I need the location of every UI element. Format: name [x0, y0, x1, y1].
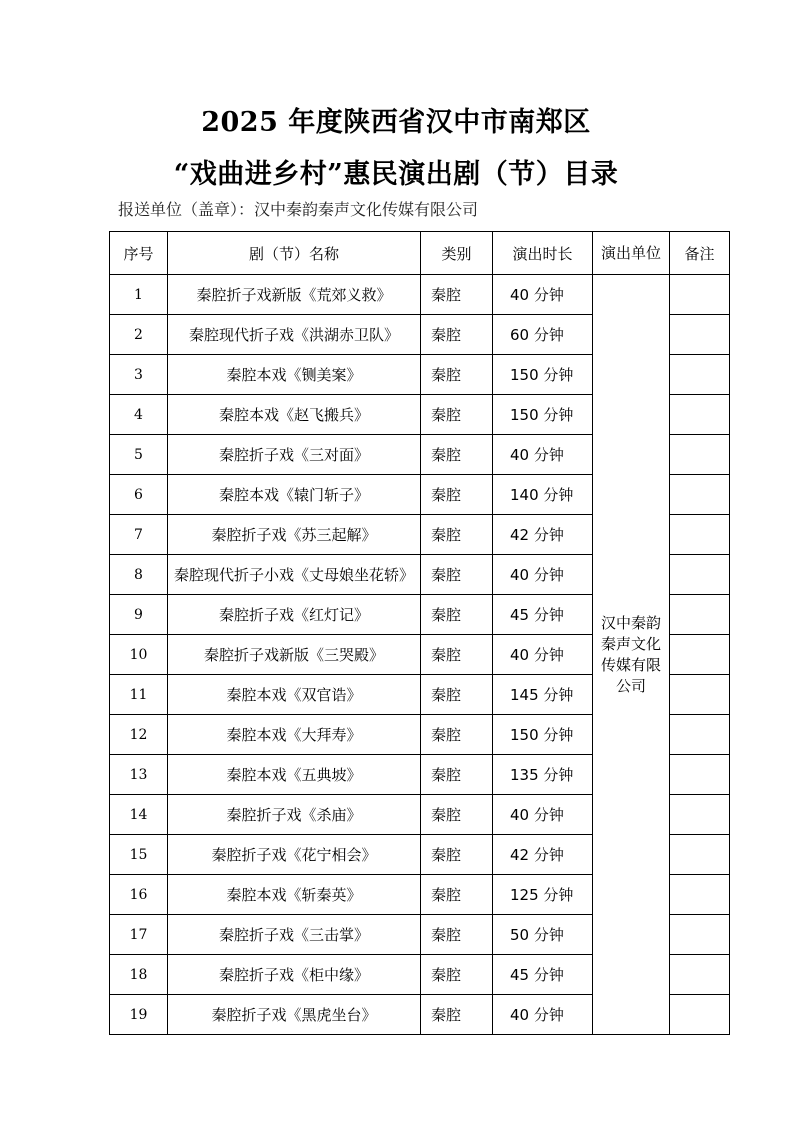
- header-category: 类别: [421, 232, 493, 275]
- row-category: 秦腔: [421, 995, 493, 1035]
- row-index: 16: [110, 875, 168, 915]
- row-program-name: 秦腔折子戏《三击掌》: [168, 915, 421, 955]
- row-program-name: 秦腔折子戏《三对面》: [168, 435, 421, 475]
- row-index: 19: [110, 995, 168, 1035]
- row-note: [670, 315, 730, 355]
- row-category: 秦腔: [421, 515, 493, 555]
- row-note: [670, 515, 730, 555]
- row-category: 秦腔: [421, 275, 493, 315]
- row-index: 7: [110, 515, 168, 555]
- header-unit: 演出单位: [593, 232, 670, 275]
- row-duration: 50 分钟: [493, 915, 593, 955]
- row-category: 秦腔: [421, 875, 493, 915]
- row-index: 11: [110, 675, 168, 715]
- row-note: [670, 955, 730, 995]
- row-program-name: 秦腔折子戏《红灯记》: [168, 595, 421, 635]
- row-duration: 145 分钟: [493, 675, 593, 715]
- header-name: 剧（节）名称: [168, 232, 421, 275]
- row-category: 秦腔: [421, 435, 493, 475]
- reporting-unit-label: 报送单位（盖章）：汉中秦韵秦声文化传媒有限公司: [118, 200, 479, 219]
- row-category: 秦腔: [421, 675, 493, 715]
- row-duration: 40 分钟: [493, 795, 593, 835]
- table-row: [110, 275, 730, 315]
- row-duration: 42 分钟: [493, 835, 593, 875]
- row-duration: 150 分钟: [493, 355, 593, 395]
- row-program-name: 秦腔本戏《大拜寿》: [168, 715, 421, 755]
- row-program-name: 秦腔折子戏《黑虎坐台》: [168, 995, 421, 1035]
- row-note: [670, 835, 730, 875]
- row-program-name: 秦腔本戏《铡美案》: [168, 355, 421, 395]
- row-note: [670, 915, 730, 955]
- row-category: 秦腔: [421, 915, 493, 955]
- row-duration: 40 分钟: [493, 995, 593, 1035]
- row-note: [670, 875, 730, 915]
- row-duration: 140 分钟: [493, 475, 593, 515]
- row-note: [670, 795, 730, 835]
- page-title-line2: “戏曲进乡村”惠民演出剧（节）目录: [173, 159, 619, 190]
- row-category: 秦腔: [421, 755, 493, 795]
- row-duration: 125 分钟: [493, 875, 593, 915]
- row-program-name: 秦腔本戏《双官诰》: [168, 675, 421, 715]
- row-index: 2: [110, 315, 168, 355]
- row-note: [670, 555, 730, 595]
- row-program-name: 秦腔现代折子戏《洪湖赤卫队》: [168, 315, 421, 355]
- row-duration: 150 分钟: [493, 715, 593, 755]
- row-index: 15: [110, 835, 168, 875]
- row-program-name: 秦腔本戏《五典坡》: [168, 755, 421, 795]
- row-program-name: 秦腔本戏《赵飞搬兵》: [168, 395, 421, 435]
- row-category: 秦腔: [421, 355, 493, 395]
- header-index: 序号: [110, 232, 168, 275]
- row-index: 12: [110, 715, 168, 755]
- row-duration: 40 分钟: [493, 275, 593, 315]
- row-program-name: 秦腔折子戏新版《三哭殿》: [168, 635, 421, 675]
- row-program-name: 秦腔折子戏《花宁相会》: [168, 835, 421, 875]
- row-note: [670, 635, 730, 675]
- row-index: 1: [110, 275, 168, 315]
- row-category: 秦腔: [421, 555, 493, 595]
- row-note: [670, 435, 730, 475]
- row-note: [670, 275, 730, 315]
- row-note: [670, 715, 730, 755]
- row-program-name: 秦腔现代折子小戏《丈母娘坐花轿》: [168, 555, 421, 595]
- row-index: 14: [110, 795, 168, 835]
- row-program-name: 秦腔本戏《辕门斩子》: [168, 475, 421, 515]
- row-index: 5: [110, 435, 168, 475]
- row-category: 秦腔: [421, 475, 493, 515]
- row-index: 17: [110, 915, 168, 955]
- row-category: 秦腔: [421, 635, 493, 675]
- row-note: [670, 755, 730, 795]
- row-program-name: 秦腔折子戏《柜中缘》: [168, 955, 421, 995]
- row-program-name: 秦腔本戏《斩秦英》: [168, 875, 421, 915]
- row-duration: 135 分钟: [493, 755, 593, 795]
- table-body: [110, 275, 730, 1035]
- row-note: [670, 995, 730, 1035]
- row-program-name: 秦腔折子戏新版《荒郊义救》: [168, 275, 421, 315]
- row-index: 6: [110, 475, 168, 515]
- row-duration: 150 分钟: [493, 395, 593, 435]
- row-index: 3: [110, 355, 168, 395]
- row-category: 秦腔: [421, 955, 493, 995]
- table-header-row: [110, 232, 730, 275]
- row-category: 秦腔: [421, 835, 493, 875]
- row-duration: 42 分钟: [493, 515, 593, 555]
- row-index: 4: [110, 395, 168, 435]
- row-program-name: 秦腔折子戏《苏三起解》: [168, 515, 421, 555]
- row-program-name: 秦腔折子戏《杀庙》: [168, 795, 421, 835]
- row-category: 秦腔: [421, 795, 493, 835]
- row-note: [670, 475, 730, 515]
- header-note: 备注: [670, 232, 730, 275]
- row-note: [670, 355, 730, 395]
- page-title-line1: 2025 年度陕西省汉中市南郑区: [201, 107, 591, 138]
- row-duration: 40 分钟: [493, 435, 593, 475]
- row-index: 18: [110, 955, 168, 995]
- row-index: 8: [110, 555, 168, 595]
- row-duration: 45 分钟: [493, 595, 593, 635]
- row-duration: 40 分钟: [493, 635, 593, 675]
- program-table: [109, 231, 730, 1035]
- row-note: [670, 395, 730, 435]
- row-category: 秦腔: [421, 395, 493, 435]
- row-index: 9: [110, 595, 168, 635]
- performing-unit: 汉中秦韵秦声文化传媒有限公司: [593, 275, 670, 1035]
- row-duration: 40 分钟: [493, 555, 593, 595]
- row-index: 10: [110, 635, 168, 675]
- row-note: [670, 595, 730, 635]
- row-category: 秦腔: [421, 595, 493, 635]
- row-category: 秦腔: [421, 715, 493, 755]
- row-note: [670, 675, 730, 715]
- row-category: 秦腔: [421, 315, 493, 355]
- row-duration: 45 分钟: [493, 955, 593, 995]
- header-duration: 演出时长: [493, 232, 593, 275]
- row-duration: 60 分钟: [493, 315, 593, 355]
- row-index: 13: [110, 755, 168, 795]
